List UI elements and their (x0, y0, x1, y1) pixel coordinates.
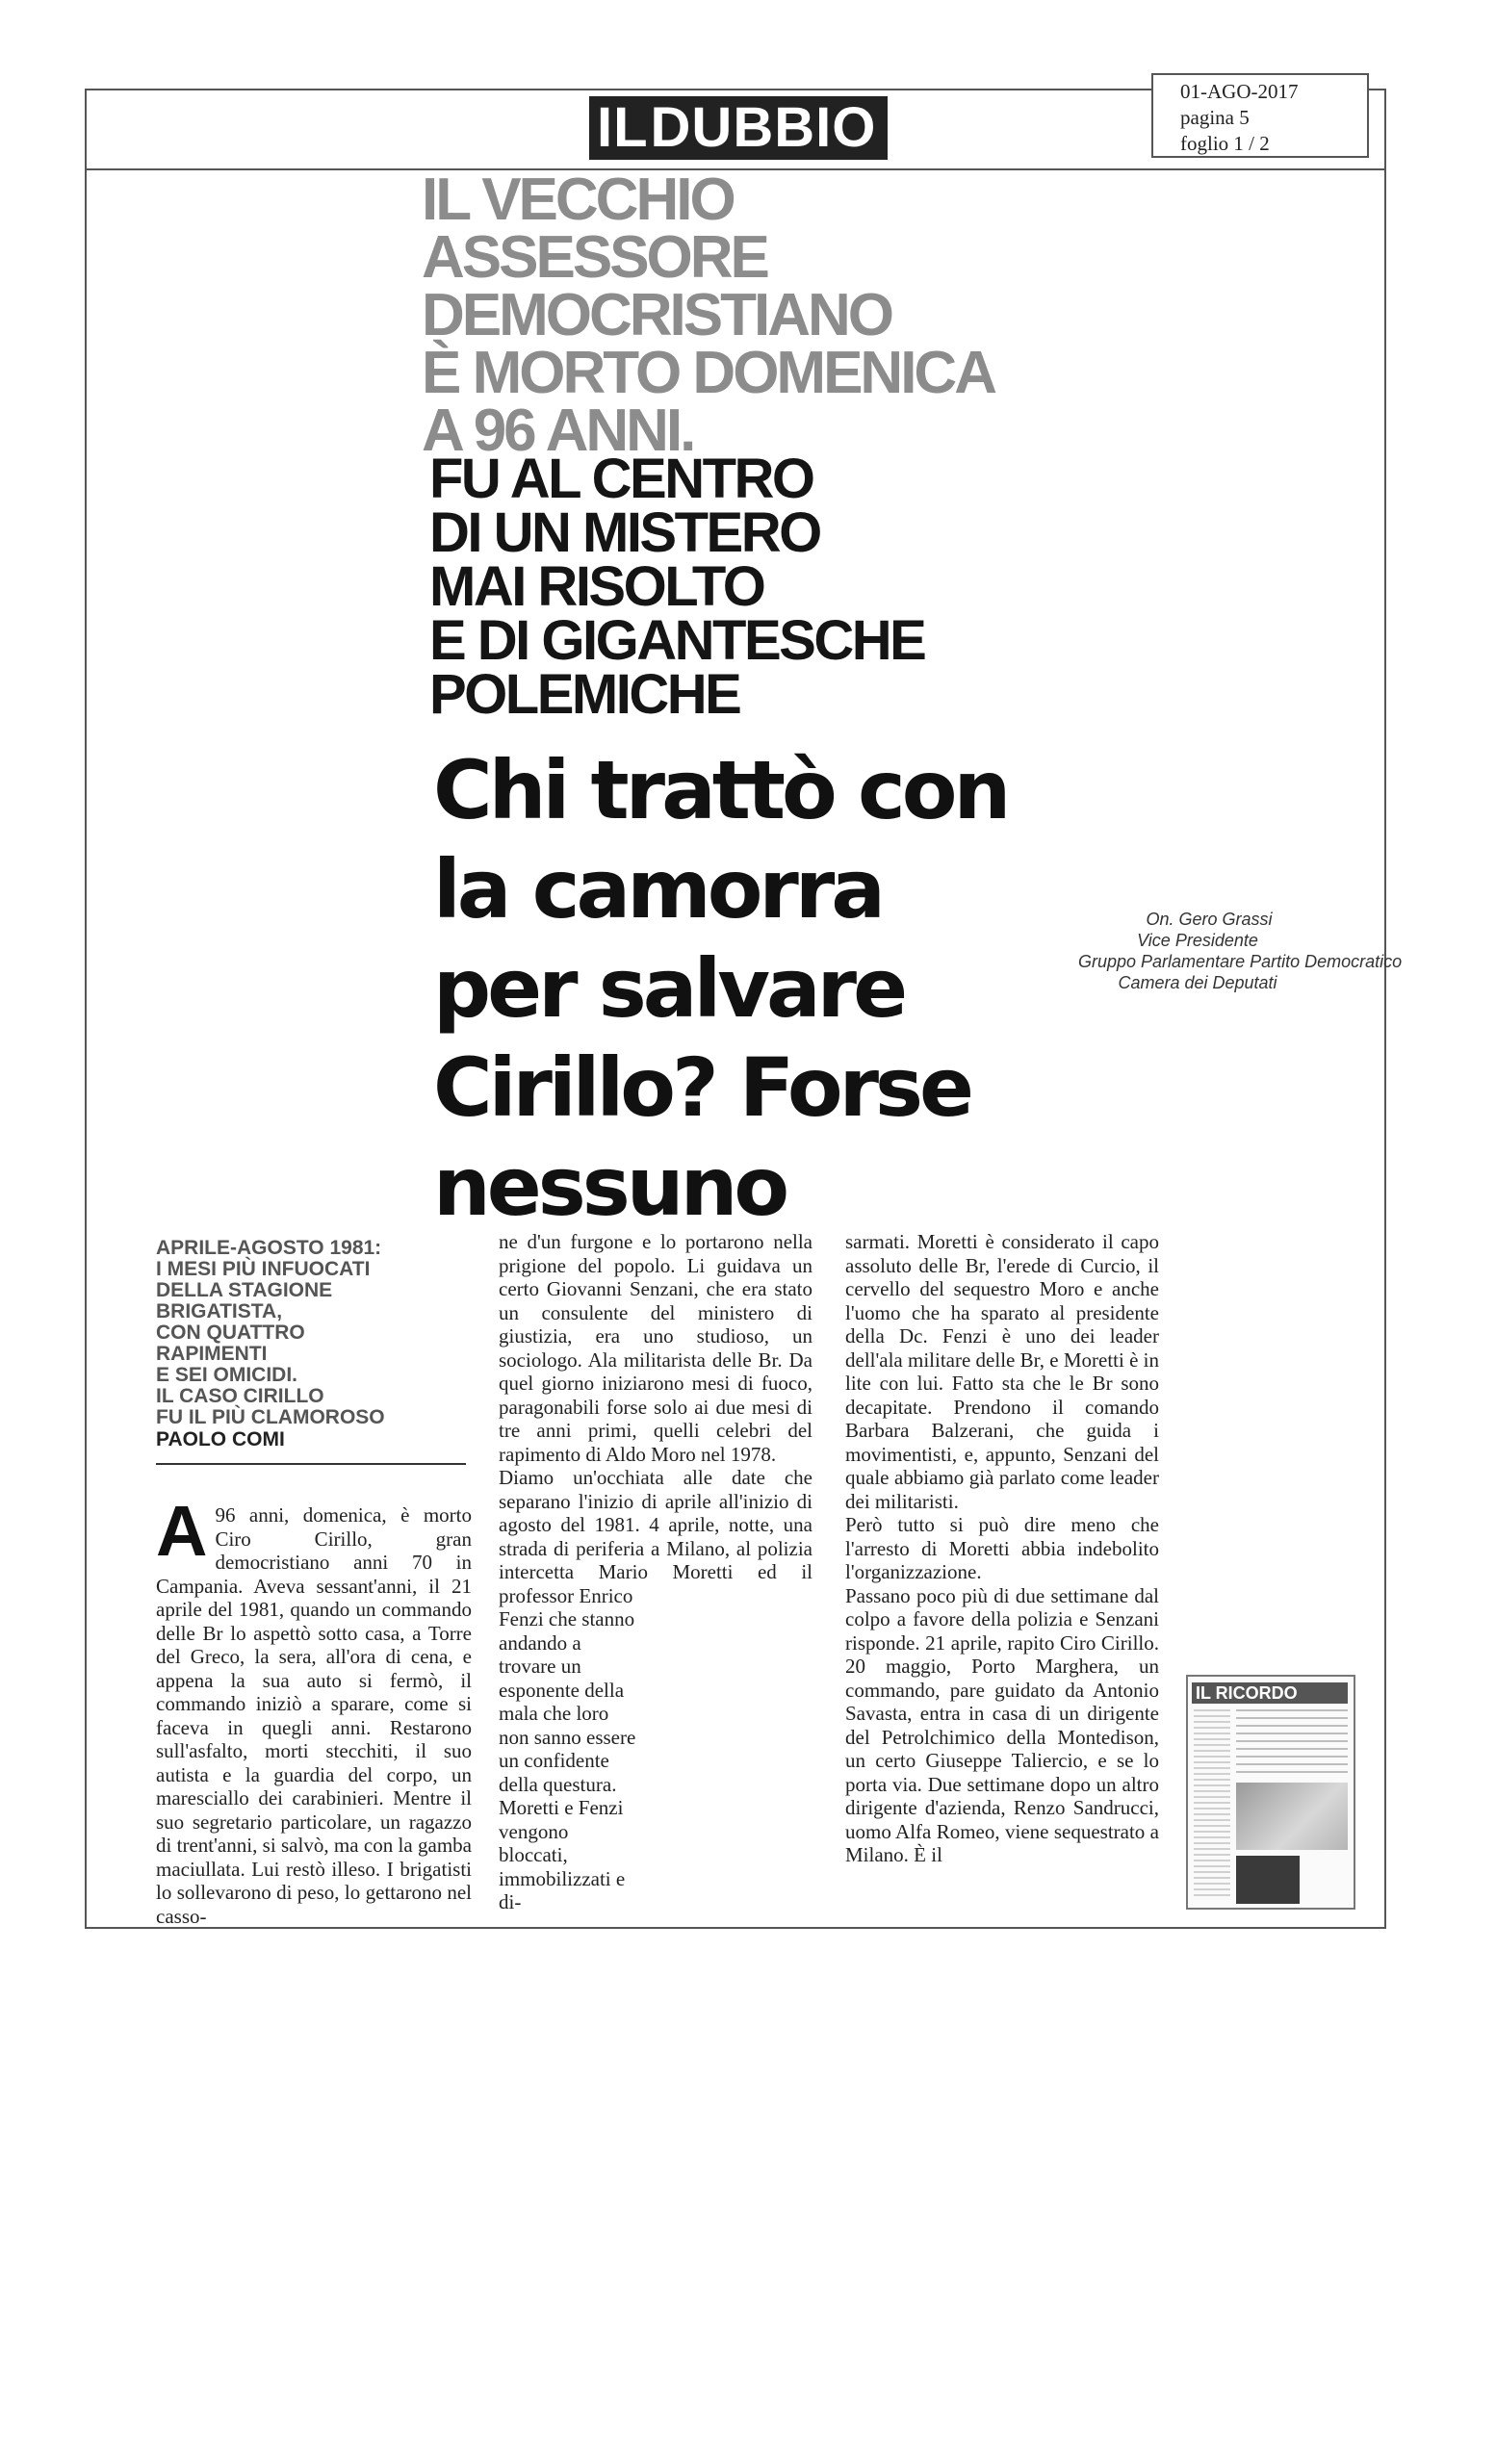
article-column-2 (499, 1230, 812, 1914)
summary-line: I MESI PIÙ INFUOCATI (156, 1258, 371, 1280)
parliament-stamp (1024, 909, 1403, 993)
clipping-date: 01-AGO-2017 (1180, 80, 1299, 103)
thumbnail-text-column (1194, 1709, 1230, 1900)
article-title (433, 741, 1126, 1237)
headline-black-line: MAI RISOLTO (429, 555, 764, 618)
headline-gray-line: A 96 ANNI. (422, 398, 694, 464)
article-summary (156, 1238, 483, 1428)
il-ricordo-thumbnail (1186, 1675, 1355, 1910)
headline-black-line: E DI GIGANTESCHE (429, 609, 925, 672)
newspaper-logo (589, 96, 888, 160)
summary-line: IL CASO CIRILLO (156, 1385, 324, 1407)
summary-line: APRILE-AGOSTO 1981: (156, 1237, 382, 1259)
headline-black-line: POLEMICHE (429, 663, 740, 726)
headline-gray-line: ASSESSORE (422, 224, 767, 291)
summary-line: BRIGATISTA, (156, 1300, 283, 1322)
header-rule (85, 168, 1386, 170)
article-title-line: Chi trattò con (433, 743, 1008, 837)
headline-black-line: FU AL CENTRO (429, 448, 813, 510)
headline-gray-line: IL VECCHIO (422, 167, 734, 233)
stamp-chamber: Camera dei Deputati (1118, 973, 1277, 992)
article-paragraph: sarmati. Moretti è considerato il capo assoluto delle Br, l'erede di Curcio, il cervello del sequestro Moro e anche l'uomo che ha sparato al presidente della Dc. Fenzi è uno dei leader dell'ala militare delle Br, e Moretti è in lite con lui. Fatto sta che le Br sono decapitate. Prendono il comando Barbara Balzerani, che guida i movimentisti, e, appunto, Senzani del quale abbiamo già parlato come leader dei militaristi. (845, 1230, 1159, 1513)
stamp-group: Gruppo Parlamentare Partito Democratico (1078, 952, 1403, 971)
article-title-line: nessuno (433, 1140, 787, 1234)
thumbnail-title: IL RICORDO (1192, 1682, 1348, 1704)
stamp-role: Vice Presidente (1137, 931, 1258, 950)
headline-gray (422, 167, 994, 464)
thumbnail-caption-block (1236, 1856, 1300, 1904)
article-column-1 (156, 1491, 472, 1928)
headline-gray-line: DEMOCRISTIANO (422, 282, 891, 348)
thumbnail-photo (1236, 1783, 1348, 1850)
summary-line: E SEI OMICIDI. (156, 1364, 298, 1386)
summary-line: DELLA STAGIONE (156, 1279, 333, 1301)
clipping-info-box (1151, 73, 1369, 158)
article-paragraph: 96 anni, domenica, è morto Ciro Cirillo, gran democristiano anni 70 in Campania. Aveva sessant'anni, il 21 aprile del 1981, quando un commando delle Br lo aspettò sotto casa, a Torre del Greco, la sera, all'ora di cena, e appena la sua auto si fermò, il commando iniziò a sparare, come si faceva in quegli anni. Restarono sull'asfalto, morti stecchiti, il suo autista e la guardia del corpo, un maresciallo dei carabinieri. Mentre il suo segretario particolare, un ragazzo di trent'anni, si salvò, ma con la gamba maciullata. Lui restò illeso. I brigatisti lo sollevarono di peso, lo gettarono nel casso- (156, 1503, 472, 1928)
article-paragraph: Però tutto si può dire meno che l'arresto di Moretti abbia indebolito l'organizzazione. (845, 1513, 1159, 1583)
logo-part-il: IL (591, 98, 651, 158)
headline-gray-line: È MORTO DOMENICA (422, 340, 994, 406)
article-title-line: la camorra (433, 842, 882, 937)
article-paragraph: Fenzi che stanno andando a trovare un esponente della mala che loro non sanno essere un confidente della questura. Moretti e Fenzi vengono bloccati, immobilizzati e di- (499, 1607, 636, 1913)
article-column-3 (845, 1230, 1159, 1867)
summary-line: RAPIMENTI (156, 1343, 268, 1365)
article-paragraph: ne d'un furgone e lo portarono nella prigione del popolo. Li guidava un certo Giovanni Senzani, che era stato un consulente del ministero di giustizia, era uno studioso, un sociologo. Ala militarista delle Br. Da quel giorno iniziarono mesi di fuoco, paragonabili forse solo ai due mesi di tre anni primi, quelli celebri del rapimento di Aldo Moro nel 1978. (499, 1230, 812, 1466)
drop-cap: A (156, 1491, 208, 1571)
clipping-sheet: foglio 1 / 2 (1180, 132, 1270, 155)
author-divider (156, 1463, 466, 1465)
article-title-line: Cirillo? Forse (433, 1040, 971, 1135)
summary-line: FU IL PIÙ CLAMOROSO (156, 1406, 385, 1428)
thumbnail-headline-lines (1236, 1709, 1348, 1777)
headline-black (429, 448, 925, 726)
article-paragraph: Diamo un'occhiata alle date che separano l'inizio di aprile all'inizio di agosto del 1981. 4 aprile, notte, una strada di periferia a Milano, al polizia intercetta Mario Moretti ed il professor Enrico (499, 1466, 812, 1607)
clipping-page: pagina 5 (1180, 106, 1250, 129)
headline-black-line: DI UN MISTERO (429, 501, 820, 564)
logo-part-dubbio: DUBBIO (651, 98, 887, 158)
article-title-line: per salvare (433, 941, 905, 1036)
summary-line: CON QUATTRO (156, 1322, 305, 1344)
article-paragraph: Passano poco più di due settimane dal colpo a favore della polizia e Senzani risponde. 21 aprile, rapito Ciro Cirillo. 20 maggio, Porto Marghera, un commando, pare guidato da Antonio Savasta, entra in casa di un dirigente del Petrolchimico della Montedison, un certo Giuseppe Taliercio, e se lo porta via. Due settimane dopo un altro dirigente d'azienda, Renzo Sandrucci, uomo Alfa Romeo, viene sequestrato a Milano. È il (845, 1583, 1159, 1866)
article-author: PAOLO COMI (156, 1428, 285, 1450)
stamp-name: On. Gero Grassi (1146, 910, 1273, 929)
